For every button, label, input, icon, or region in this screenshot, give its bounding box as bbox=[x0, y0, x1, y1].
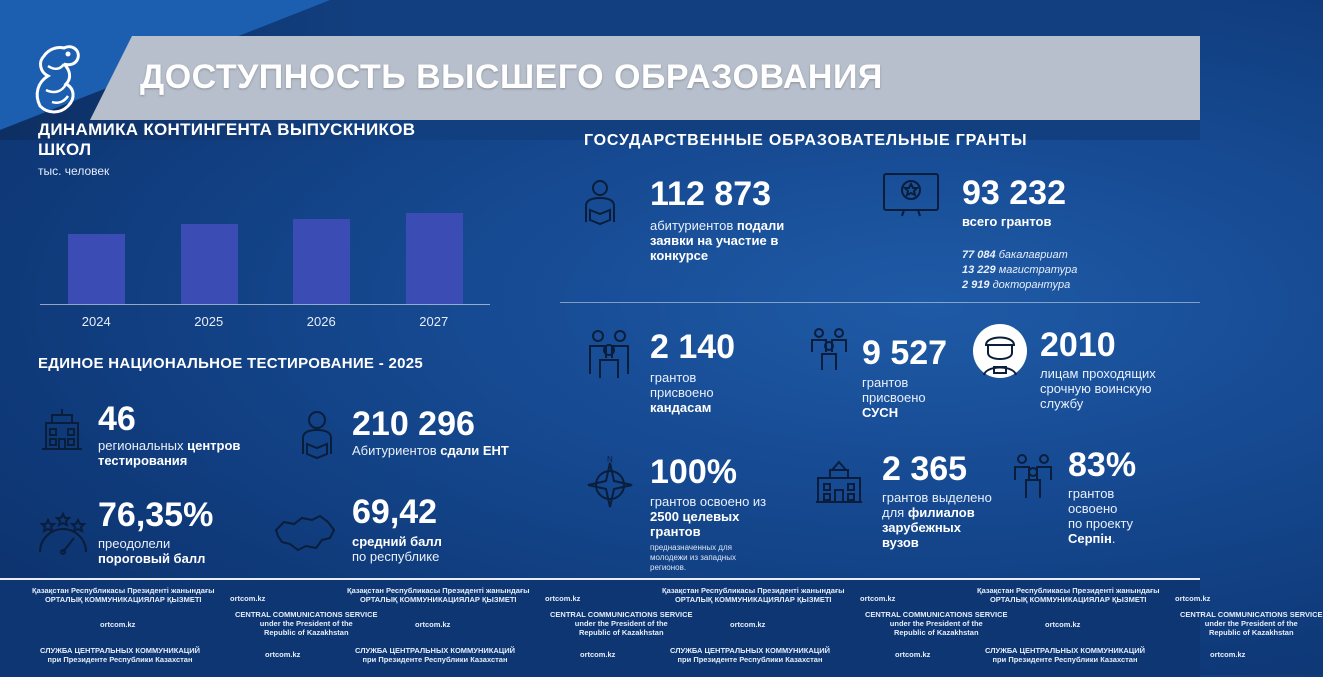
chart-bar-2024 bbox=[68, 234, 125, 304]
footer-site[interactable] bbox=[230, 594, 265, 603]
footer-site[interactable] bbox=[580, 650, 615, 659]
applied-text-a: абитуриентов bbox=[650, 218, 737, 233]
footer-en-line: CENTRAL COMMUNICATIONS SERVICE bbox=[550, 610, 693, 619]
footer-en-line: Republic of Kazakhstan bbox=[1208, 628, 1294, 637]
kazakhstan-map-icon bbox=[272, 512, 338, 552]
chart-bar-2026 bbox=[293, 219, 350, 305]
threshold-text-a: преодолели bbox=[98, 536, 171, 551]
total-breakdown bbox=[962, 248, 1077, 293]
footer-ru-line: при Президенте Республики Казахстан bbox=[677, 655, 823, 664]
footer-ru-line: при Президенте Республики Казахстан bbox=[992, 655, 1138, 664]
phd-label: докторантура bbox=[989, 279, 1071, 291]
footer-site-line: ortcom.kz bbox=[230, 594, 266, 603]
avg-text-a: средний балл bbox=[352, 534, 442, 549]
footer-site-line: ortcom.kz bbox=[415, 620, 451, 629]
graduates-heading-line2: ШКОЛ bbox=[38, 140, 92, 159]
student-reading-icon bbox=[295, 408, 339, 458]
chart-bar-2025 bbox=[181, 224, 238, 304]
avg-text-b: по республике bbox=[352, 549, 440, 564]
footer-site-line: ortcom.kz bbox=[1210, 650, 1246, 659]
total-value: 93 232 bbox=[962, 174, 1066, 212]
applicants-text-b: сдали ЕНТ bbox=[440, 443, 509, 458]
footer-en-line: Republic of Kazakhstan bbox=[893, 628, 979, 637]
footer-en-line: under the President of the bbox=[889, 619, 983, 628]
target-text-b: 2500 целевых bbox=[650, 509, 740, 524]
susn-value: 9 527 bbox=[862, 334, 948, 372]
chart-baseline bbox=[40, 304, 490, 305]
kandas-value: 2 140 bbox=[650, 328, 736, 366]
footer-ru bbox=[985, 646, 1145, 664]
chart-bar-2027 bbox=[406, 213, 463, 304]
military-text-b: срочную воинскую bbox=[1040, 381, 1152, 396]
phd-count: 2 919 bbox=[962, 279, 990, 291]
applied-text-d: конкурсе bbox=[650, 248, 709, 263]
centers-text-a: региональных bbox=[98, 438, 188, 453]
footer-site-line: ortcom.kz bbox=[580, 650, 616, 659]
footer-en-line: CENTRAL COMMUNICATIONS SERVICE bbox=[865, 610, 1008, 619]
footer-en-line: Republic of Kazakhstan bbox=[263, 628, 349, 637]
serpin-text bbox=[1068, 486, 1133, 546]
susn-text-c: СУСН bbox=[862, 405, 899, 420]
graduates-unit: тыс. человек bbox=[38, 164, 110, 178]
footer-site[interactable] bbox=[1210, 650, 1245, 659]
total-text: всего грантов bbox=[962, 214, 1052, 229]
kandas-text bbox=[650, 370, 714, 415]
kandas-text-b: присвоено bbox=[650, 385, 714, 400]
serpin-text-d: Серпін bbox=[1068, 531, 1112, 546]
footer-kz-line: Қазақстан Республикасы Президенті жанындағы bbox=[347, 586, 530, 595]
compass-icon bbox=[580, 455, 640, 515]
footer-site[interactable] bbox=[730, 620, 765, 629]
footer-site-line: ortcom.kz bbox=[860, 594, 896, 603]
susn-text-b: присвоено bbox=[862, 390, 926, 405]
footer-site[interactable] bbox=[1175, 594, 1210, 603]
footer-site-line: ortcom.kz bbox=[265, 650, 301, 659]
footer-site-line: ortcom.kz bbox=[1175, 594, 1211, 603]
footer-ru-line: при Президенте Республики Казахстан bbox=[47, 655, 193, 664]
threshold-value: 76,35% bbox=[98, 496, 214, 534]
footer-site-line: ortcom.kz bbox=[895, 650, 931, 659]
bachelor-label: бакалавриат bbox=[995, 249, 1068, 261]
soldier-icon bbox=[972, 323, 1028, 379]
applied-text-b: подали bbox=[736, 218, 785, 233]
serpin-text-a: грантов bbox=[1068, 486, 1115, 501]
graduates-heading-line1: ДИНАМИКА КОНТИНГЕНТА ВЫПУСКНИКОВ bbox=[38, 120, 416, 139]
target-note bbox=[650, 543, 736, 573]
branches-text-b: для bbox=[882, 505, 908, 520]
footer-en bbox=[550, 610, 693, 637]
branches-text-c: филиалов bbox=[907, 505, 975, 520]
footer-en bbox=[1180, 610, 1323, 637]
footer-site[interactable] bbox=[265, 650, 300, 659]
target-text-a: грантов освоено из bbox=[650, 494, 767, 509]
branches-value: 2 365 bbox=[882, 450, 968, 488]
applied-text-c: заявки на участие в bbox=[650, 233, 779, 248]
target-note-b: молодежи из западных bbox=[650, 553, 736, 562]
grants-divider bbox=[560, 302, 1200, 303]
target-text-c: грантов bbox=[650, 524, 701, 539]
footer-en-line: under the President of the bbox=[574, 619, 668, 628]
footer-ru bbox=[355, 646, 515, 664]
applicants-text-a: Абитуриентов bbox=[352, 443, 441, 458]
certificate-icon bbox=[880, 170, 942, 218]
footer-ru-line: СЛУЖБА ЦЕНТРАЛЬНЫХ КОММУНИКАЦИЙ bbox=[670, 646, 831, 655]
footer-ru bbox=[670, 646, 830, 664]
serpin-text-b: освоено bbox=[1068, 501, 1118, 516]
footer-en-line: under the President of the bbox=[259, 619, 353, 628]
susn-text-a: грантов bbox=[862, 375, 909, 390]
footer-kz-line: Қазақстан Республикасы Президенті жанындағы bbox=[977, 586, 1160, 595]
military-text bbox=[1040, 366, 1156, 411]
centers-text-c: тестирования bbox=[98, 453, 188, 468]
applied-value: 112 873 bbox=[650, 175, 772, 213]
branches-text-e: вузов bbox=[882, 535, 919, 550]
footer-en-line: under the President of the bbox=[1204, 619, 1298, 628]
footer-en-line: CENTRAL COMMUNICATIONS SERVICE bbox=[235, 610, 378, 619]
group-people-icon bbox=[584, 328, 634, 380]
branches-text-d: зарубежных bbox=[882, 520, 962, 535]
applicant-icon bbox=[580, 178, 620, 224]
footer-ru-line: СЛУЖБА ЦЕНТРАЛЬНЫХ КОММУНИКАЦИЙ bbox=[985, 646, 1146, 655]
target-note-c: регионов. bbox=[650, 563, 687, 572]
footer-kz bbox=[32, 586, 214, 604]
chart-tick-label: 2025 bbox=[194, 314, 224, 329]
footer-kz-line: ОРТАЛЫҚ КОММУНИКАЦИЯЛАР ҚЫЗМЕТІ bbox=[359, 595, 517, 604]
threshold-text bbox=[98, 536, 205, 566]
footer-kz bbox=[347, 586, 529, 604]
footer-ru-line: СЛУЖБА ЦЕНТРАЛЬНЫХ КОММУНИКАЦИЙ bbox=[40, 646, 201, 655]
military-value: 2010 bbox=[1040, 326, 1116, 364]
footer-ru-line: СЛУЖБА ЦЕНТРАЛЬНЫХ КОММУНИКАЦИЙ bbox=[355, 646, 516, 655]
footer-site-line: ortcom.kz bbox=[1045, 620, 1081, 629]
applied-text bbox=[650, 218, 784, 263]
university-icon bbox=[812, 458, 866, 504]
chart-tick-label: 2024 bbox=[81, 314, 111, 329]
graduates-heading bbox=[38, 120, 415, 160]
applicants-value: 210 296 bbox=[352, 405, 475, 443]
footer-site[interactable] bbox=[545, 594, 580, 603]
footer-site[interactable] bbox=[1045, 620, 1080, 629]
page-title: ДОСТУПНОСТЬ ВЫСШЕГО ОБРАЗОВАНИЯ bbox=[140, 58, 883, 96]
footer-site[interactable] bbox=[860, 594, 895, 603]
applicants-text bbox=[352, 443, 509, 458]
footer-kz bbox=[977, 586, 1159, 604]
military-text-a: лицам проходящих bbox=[1040, 366, 1156, 381]
branches-text bbox=[882, 490, 992, 550]
serpin-value: 83% bbox=[1068, 446, 1137, 484]
centers-text bbox=[98, 438, 268, 468]
target-value: 100% bbox=[650, 453, 737, 491]
avg-value: 69,42 bbox=[352, 493, 438, 531]
footer-site-line: ortcom.kz bbox=[100, 620, 136, 629]
military-text-c: службу bbox=[1040, 396, 1084, 411]
branches-text-a: грантов выделено bbox=[882, 490, 992, 505]
footer-en bbox=[235, 610, 378, 637]
target-note-a: предназначенных для bbox=[650, 543, 732, 552]
people-crowd-icon bbox=[1010, 452, 1056, 500]
footer-site[interactable] bbox=[100, 620, 135, 629]
footer-en bbox=[865, 610, 1008, 637]
gauge-stars-icon bbox=[36, 512, 90, 554]
chart-tick-label: 2026 bbox=[306, 314, 336, 329]
kandas-text-c: кандасам bbox=[650, 400, 712, 415]
target-text bbox=[650, 494, 766, 539]
footer-site-line: ortcom.kz bbox=[730, 620, 766, 629]
footer-kz-line: ОРТАЛЫҚ КОММУНИКАЦИЯЛАР ҚЫЗМЕТІ bbox=[44, 595, 202, 604]
footer-ru-line: при Президенте Республики Казахстан bbox=[362, 655, 508, 664]
chart-tick-label: 2027 bbox=[419, 314, 449, 329]
footer-kz-line: Қазақстан Республикасы Президенті жанындағы bbox=[662, 586, 845, 595]
svg-text:N: N bbox=[607, 455, 613, 464]
centers-text-b: центров bbox=[187, 438, 241, 453]
master-count: 13 229 bbox=[962, 264, 996, 276]
footer-site[interactable] bbox=[895, 650, 930, 659]
footer-kz-line: ОРТАЛЫҚ КОММУНИКАЦИЯЛАР ҚЫЗМЕТІ bbox=[989, 595, 1147, 604]
building-icon bbox=[38, 405, 86, 451]
serpin-text-e: . bbox=[1111, 531, 1116, 546]
avg-text bbox=[352, 534, 442, 564]
footer-kz-line: Қазақстан Республикасы Президенті жанындағы bbox=[32, 586, 215, 595]
people-group-icon bbox=[808, 326, 850, 372]
bachelor-count: 77 084 bbox=[962, 249, 996, 261]
footer-en-line: Republic of Kazakhstan bbox=[578, 628, 664, 637]
footer-kz-line: ОРТАЛЫҚ КОММУНИКАЦИЯЛАР ҚЫЗМЕТІ bbox=[674, 595, 832, 604]
footer-site-line: ortcom.kz bbox=[545, 594, 581, 603]
grants-heading: ГОСУДАРСТВЕННЫЕ ОБРАЗОВАТЕЛЬНЫЕ ГРАНТЫ bbox=[584, 132, 1028, 149]
graduates-bar-chart bbox=[40, 190, 490, 340]
footer bbox=[0, 578, 1323, 677]
footer-ru bbox=[40, 646, 200, 664]
footer-site[interactable] bbox=[415, 620, 450, 629]
threshold-text-b: пороговый балл bbox=[98, 551, 206, 566]
snow-leopard-logo bbox=[30, 36, 82, 116]
kandas-text-a: грантов bbox=[650, 370, 697, 385]
footer-en-line: CENTRAL COMMUNICATIONS SERVICE bbox=[1180, 610, 1323, 619]
master-label: магистратура bbox=[995, 264, 1078, 276]
footer-kz bbox=[662, 586, 844, 604]
centers-value: 46 bbox=[98, 400, 136, 438]
susn-text bbox=[862, 375, 926, 420]
ent-heading: ЕДИНОЕ НАЦИОНАЛЬНОЕ ТЕСТИРОВАНИЕ - 2025 bbox=[38, 355, 424, 372]
serpin-text-c: по проекту bbox=[1068, 516, 1134, 531]
